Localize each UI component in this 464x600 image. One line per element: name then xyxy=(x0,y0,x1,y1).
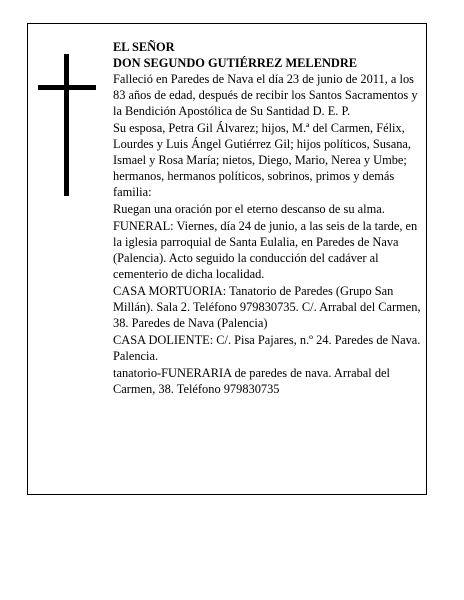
obituary-text xyxy=(113,39,423,398)
family-list: Su esposa, Petra Gil Álvarez; hijos, M.ª del Carmen, Félix, Lourdes y Luis Ángel Gutiérrez Gil; hijos políticos, Susana, Ismael y Rosa María; nietos, Diego, Mario, Nerea y Umbe; hermanos, hermanos políticos, sobrinos, primos y demás familia: xyxy=(113,121,412,199)
funeral-service-contact: tanatorio-FUNERARIA de paredes de nava. Arrabal del Carmen, 38. Teléfono 979830735 xyxy=(113,366,390,396)
death-announcement: Falleció en Paredes de Nava el día 23 de junio de 2011, a los 83 años de edad, después de recibir los Santos Sacramentos y la Bendición Apostólica de Su Santidad D. E. P. xyxy=(113,72,418,118)
deceased-name: DON SEGUNDO GUTIÉRREZ MELENDRE xyxy=(113,56,358,70)
cross-vertical-bar xyxy=(64,54,69,196)
funeral-home-details: CASA MORTUORIA: Tanatorio de Paredes (Grupo San Millán). Sala 2. Teléfono 979830735. C/. Arrabal del Carmen, 38. Paredes de Nava (Palencia) xyxy=(113,284,421,330)
family-home-details: CASA DOLIENTE: C/. Pisa Pajares, n.º 24. Paredes de Nava. Palencia. xyxy=(113,333,421,363)
cross-horizontal-bar xyxy=(38,85,96,90)
funeral-details: FUNERAL: Viernes, día 24 de junio, a las seis de la tarde, en la iglesia parroquial de Santa Eulalia, en Paredes de Nava (Palencia). Acto seguido la conducción del cadáver al cementerio de dicha localidad. xyxy=(113,219,418,281)
prayer-request: Ruegan una oración por el eterno descanso de su alma. xyxy=(113,202,385,216)
deceased-title: EL SEÑOR xyxy=(113,40,175,54)
